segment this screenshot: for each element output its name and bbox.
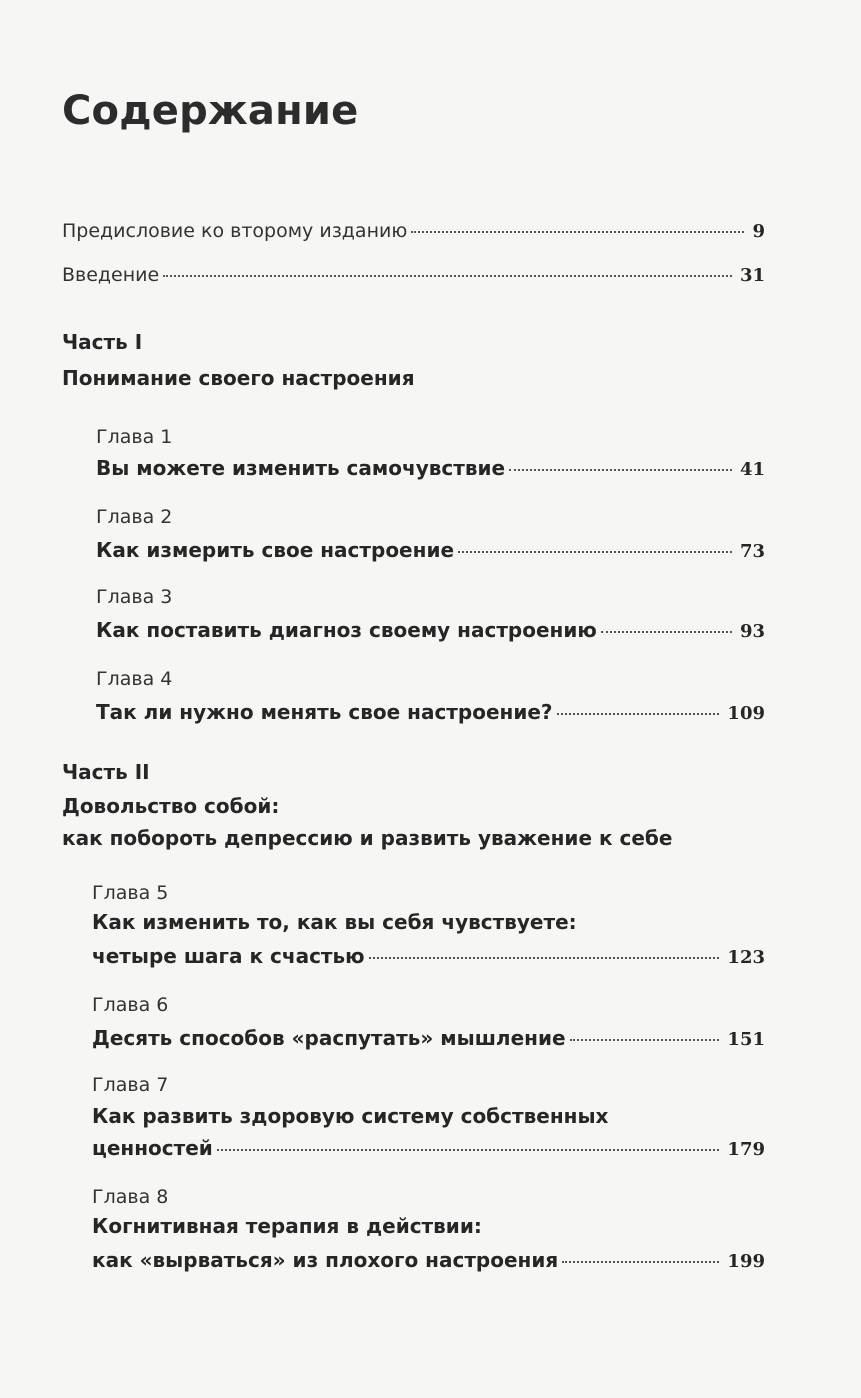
chapter-title: Как изменить то, как вы себя чувствуете:: [92, 910, 577, 934]
dot-leader: [557, 713, 720, 715]
chapter-number: Глава 5: [92, 882, 169, 904]
part-title: Довольство собой:: [62, 794, 280, 818]
toc-page-number: 9: [752, 221, 765, 242]
chapter-title: Как измерить свое настроение: [96, 538, 455, 562]
chapter-number: Глава 3: [96, 586, 173, 608]
part-title: как побороть депрессию и развить уважение к себе: [62, 826, 673, 850]
dot-leader: [369, 957, 720, 959]
toc-entry-label: Предисловие ко второму изданию: [62, 220, 408, 242]
toc-entry-label: Введение: [62, 264, 160, 286]
chapter-number: Глава 4: [96, 668, 173, 690]
part-title: Понимание своего настроения: [62, 366, 415, 390]
toc-entry-chapter-2[interactable]: [96, 538, 765, 566]
chapter-title: Когнитивная терапия в действии:: [92, 1214, 482, 1238]
part-label: Часть II: [62, 760, 150, 784]
chapter-number: Глава 7: [92, 1074, 169, 1096]
toc-page-number: 93: [739, 621, 765, 642]
toc-entry-chapter-6[interactable]: [92, 1026, 765, 1054]
toc-page-number: 31: [739, 265, 765, 286]
chapter-number: Глава 1: [96, 426, 173, 448]
toc-page-number: 199: [727, 1251, 765, 1272]
dot-leader: [458, 551, 732, 553]
toc-entry-chapter-7[interactable]: [92, 1136, 765, 1164]
toc-entry-chapter-4[interactable]: [96, 700, 765, 728]
dot-leader: [601, 631, 732, 633]
dot-leader: [509, 469, 732, 471]
toc-page-number: 123: [727, 947, 765, 968]
chapter-number: Глава 2: [96, 506, 173, 528]
dot-leader: [562, 1261, 719, 1263]
chapter-title: Так ли нужно менять свое настроение?: [96, 700, 553, 724]
chapter-title: ценностей: [92, 1136, 213, 1160]
toc-page-number: 73: [739, 541, 765, 562]
chapter-title: как «вырваться» из плохого настроения: [92, 1248, 559, 1272]
toc-entry-chapter-5[interactable]: [92, 944, 765, 972]
toc-page-number: 41: [739, 459, 765, 480]
dot-leader: [163, 275, 732, 277]
dot-leader: [570, 1039, 720, 1041]
chapter-title: Вы можете изменить самочувствие: [96, 456, 506, 480]
toc-entry-chapter-8[interactable]: [92, 1248, 765, 1276]
toc-page-number: 109: [727, 703, 765, 724]
chapter-title: четыре шага к счастью: [92, 944, 365, 968]
chapter-number: Глава 8: [92, 1186, 169, 1208]
chapter-number: Глава 6: [92, 994, 169, 1016]
toc-entry-introduction[interactable]: [62, 264, 765, 292]
dot-leader: [217, 1149, 720, 1151]
toc-entry-preface[interactable]: [62, 220, 765, 248]
chapter-title: Как поставить диагноз своему настроению: [96, 618, 597, 642]
toc-entry-chapter-1[interactable]: [96, 456, 765, 484]
dot-leader: [411, 231, 744, 233]
toc-page-number: 151: [727, 1029, 765, 1050]
part-label: Часть I: [62, 330, 143, 354]
toc-entry-chapter-3[interactable]: [96, 618, 765, 646]
page-title: Содержание: [62, 88, 359, 134]
chapter-title: Как развить здоровую систему собственных: [92, 1104, 609, 1128]
toc-page-number: 179: [727, 1139, 765, 1160]
chapter-title: Десять способов «распутать» мышление: [92, 1026, 566, 1050]
